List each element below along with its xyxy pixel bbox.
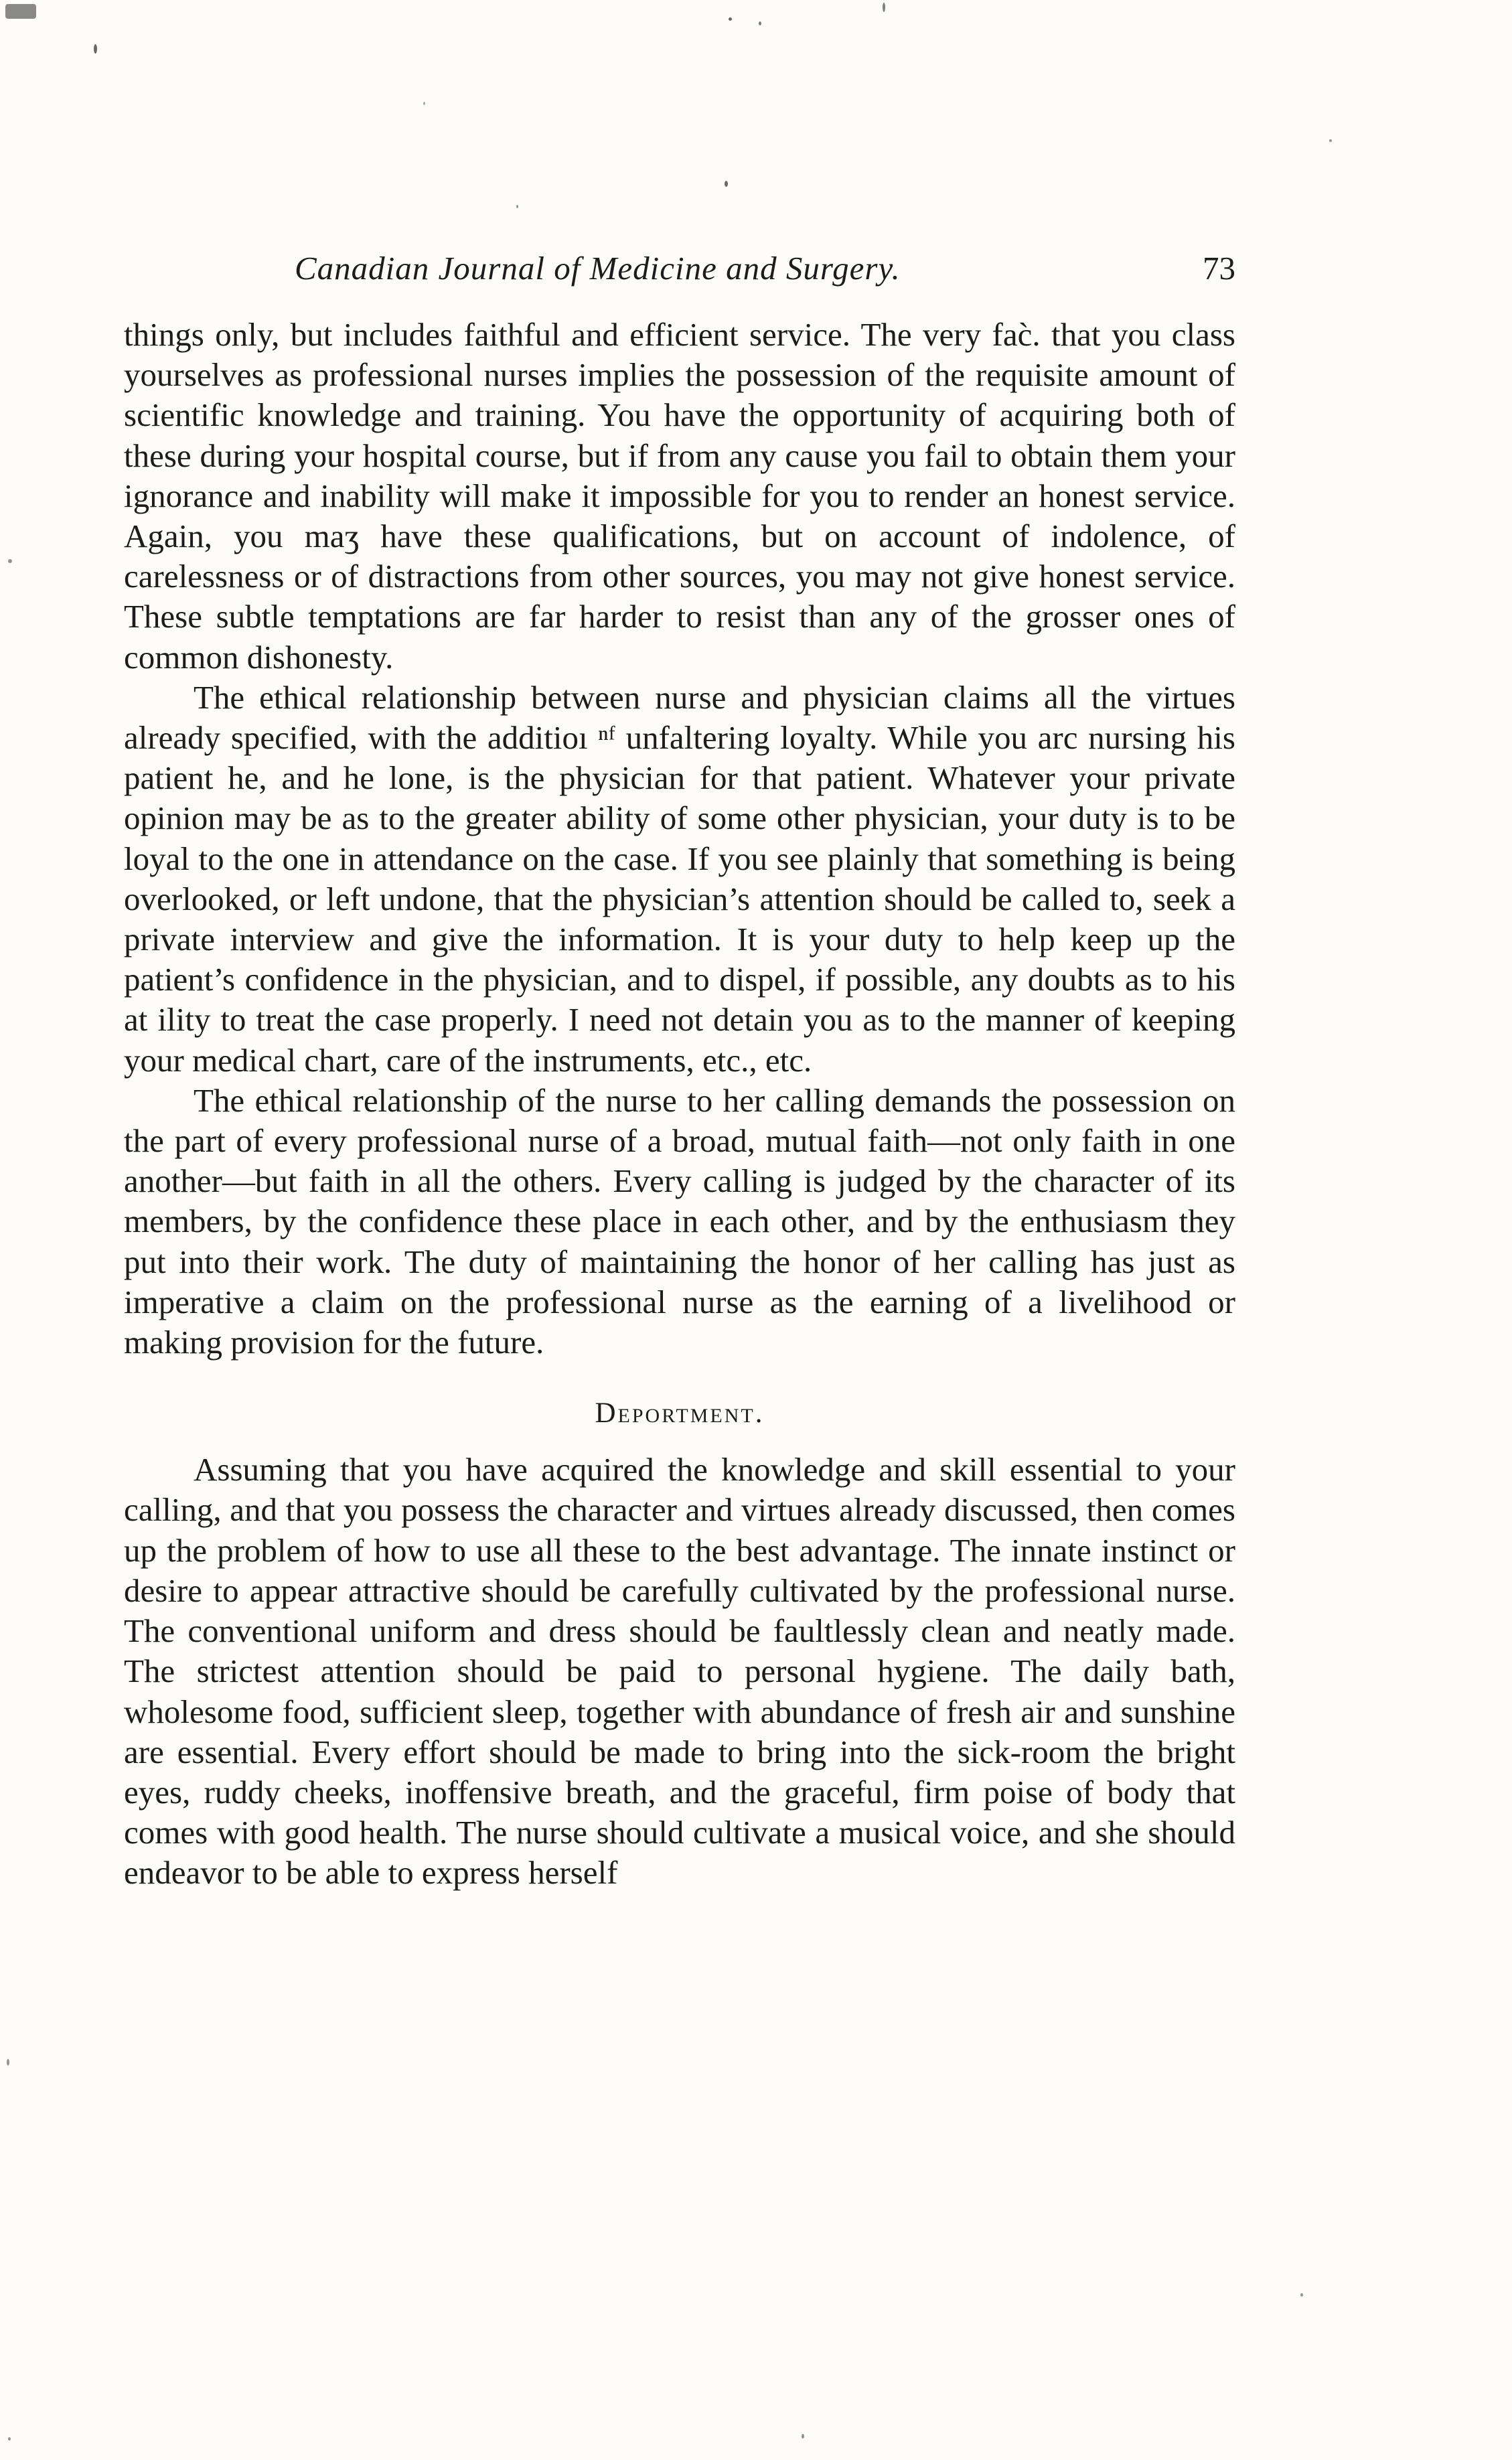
article-body: [124, 315, 1235, 1894]
scan-speck: [802, 2434, 804, 2439]
scan-speck: [7, 2059, 9, 2066]
scan-speck: [1329, 139, 1332, 142]
scan-speck: [423, 102, 425, 105]
paragraph: Assuming that you have acquired the knowledge and skill essential to your calling, and that you possess the character and virtues already discussed, then comes up the problem of how to use all these to the best advantage. The innate instinct or desire to appear attractive should be carefully cultivated by the professional nurse. The conventional uniform and dress should be faultlessly clean and neatly made. The strictest attention should be paid to personal hygiene. The daily bath, wholesome food, sufficient sleep, together with abundance of fresh air and sunshine are essential. Every effort should be made to bring into the sick-room the bright eyes, ruddy cheeks, inoffensive breath, and the graceful, firm poise of body that comes with good health. The nurse should cultivate a musical voice, and she should endeavor to be able to express herself: [124, 1451, 1235, 1892]
journal-title: Canadian Journal of Medicine and Surgery.: [295, 250, 901, 287]
scan-speck: [8, 559, 12, 563]
scan-speck: [1300, 2293, 1303, 2297]
scan-speck: [759, 21, 761, 25]
scan-speck: [94, 44, 97, 54]
section-heading: Deportment.: [595, 1397, 765, 1430]
page-number: 73: [1203, 250, 1235, 287]
scan-speck: [516, 205, 518, 208]
scan-speck: [8, 2437, 11, 2441]
scan-speck: [729, 17, 732, 21]
scan-speck: [883, 3, 885, 12]
paragraph: things only, but includes faithful and efficient service. The very fac̀. that you class yourselves as professional nurses implies the possession of the requisite amount of scientific knowledge and training. You have the opportunity of acquiring both of these during your hospital course, but if from any cause you fail to obtain them your ignorance and inability will make it impossible for you to render an honest service. Again, you maʒ have these qualifications, but on account of indolence, of carelessness or of distractions from other sources, you may not give honest service. These subtle temptations are far harder to resist than any of the grosser ones of common dishonesty.: [124, 316, 1235, 676]
scan-speck: [5, 4, 36, 19]
paragraph: The ethical relationship of the nurse to her calling demands the possession on the part of every professional nurse of a broad, mutual faith—not only faith in one another—but faith in all the others. Every calling is judged by the character of its members, by the confidence these place in each other, and by the enthusiasm they put into their work. The duty of maintaining the honor of her calling has just as imperative a claim on the professional nurse as the earning of a livelihood or making provision for the future.: [124, 1081, 1235, 1361]
paragraph: The ethical relationship between nurse and physician claims all the virtues already specified, with the additioı ⁿᶠ unfaltering loyalty. While you arc nursing his patient he, and he lone, is the physician for that patient. Whatever your private opinion may be as to the greater ability of some other physician, your duty is to be loyal to the one in attendance on the case. If you see plainly that something is being overlooked, or left undone, that the physician’s attention should be called to, seek a private interview and give the information. It is your duty to help keep up the patient’s confidence in the physician, and to dispel, if possible, any doubts as to his at ility to treat the case properly. I need not detain you as to the manner of keeping your medical chart, care of the instruments, etc., etc.: [124, 678, 1235, 1079]
scan-speck: [725, 181, 728, 187]
running-header: [295, 249, 1235, 289]
